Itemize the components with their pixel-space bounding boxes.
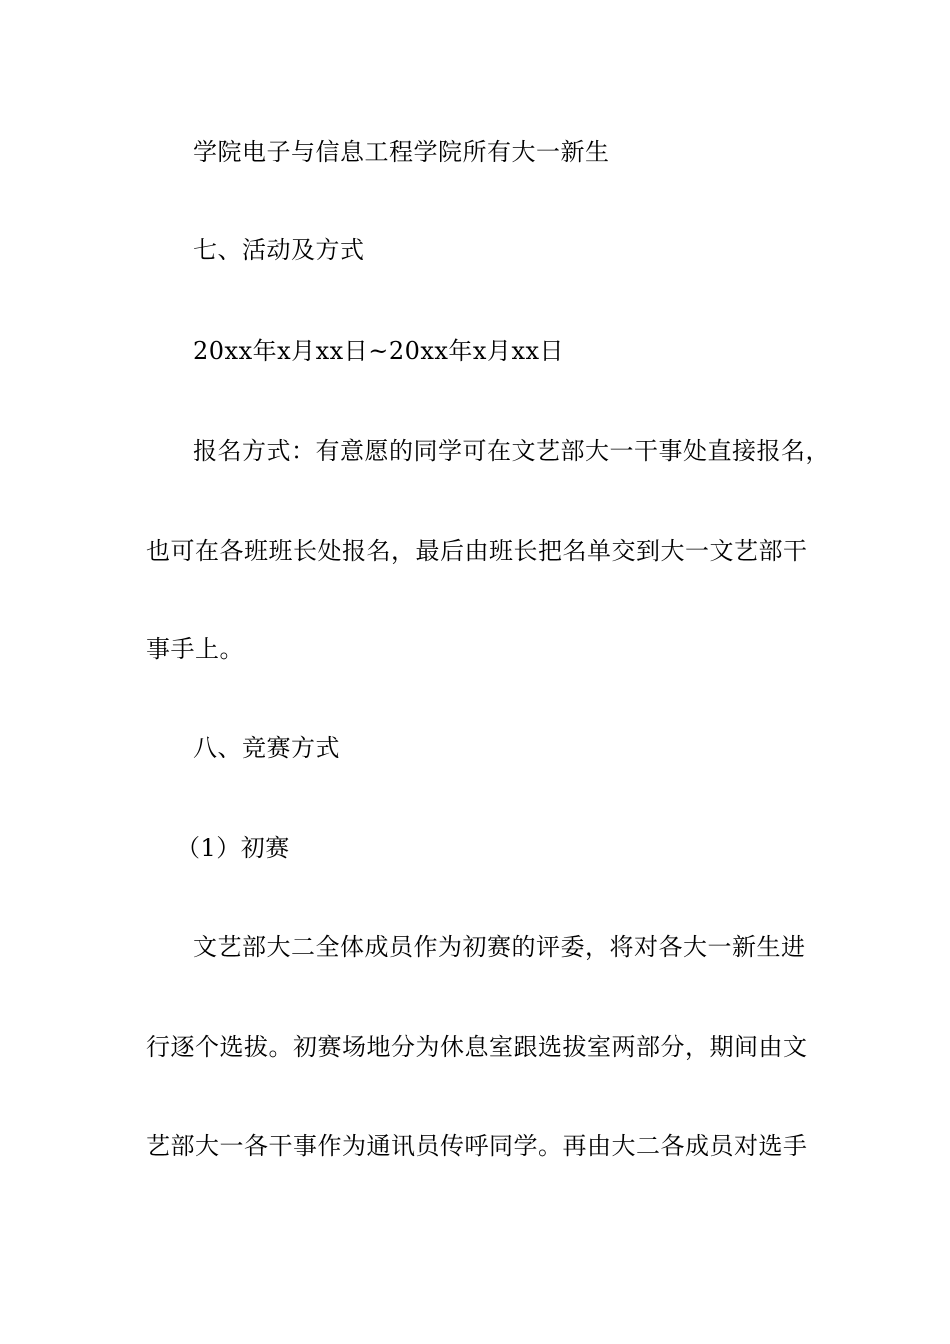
section-heading-activity: 七、活动及方式 xyxy=(193,236,365,264)
paragraph-registration-line-3: 事手上。 xyxy=(146,635,244,663)
paragraph-preliminary-line-2: 行逐个选拔。初赛场地分为休息室跟选拔室两部分，期间由文 xyxy=(146,1033,808,1061)
paragraph-registration-line-1: 报名方式：有意愿的同学可在文艺部大一干事处直接报名， xyxy=(193,437,830,465)
subheading-preliminary: （1）初赛 xyxy=(176,834,290,862)
paragraph-date-range: 20xx年x月xx日~20xx年x月xx日 xyxy=(193,337,565,365)
section-heading-competition: 八、竞赛方式 xyxy=(193,734,340,762)
paragraph-participants-line: 学院电子与信息工程学院所有大一新生 xyxy=(193,138,610,166)
paragraph-preliminary-line-3: 艺部大一各干事作为通讯员传呼同学。再由大二各成员对选手 xyxy=(146,1132,808,1160)
paragraph-registration-line-2: 也可在各班班长处报名，最后由班长把名单交到大一文艺部干 xyxy=(146,537,808,565)
paragraph-preliminary-line-1: 文艺部大二全体成员作为初赛的评委，将对各大一新生进 xyxy=(193,933,806,961)
